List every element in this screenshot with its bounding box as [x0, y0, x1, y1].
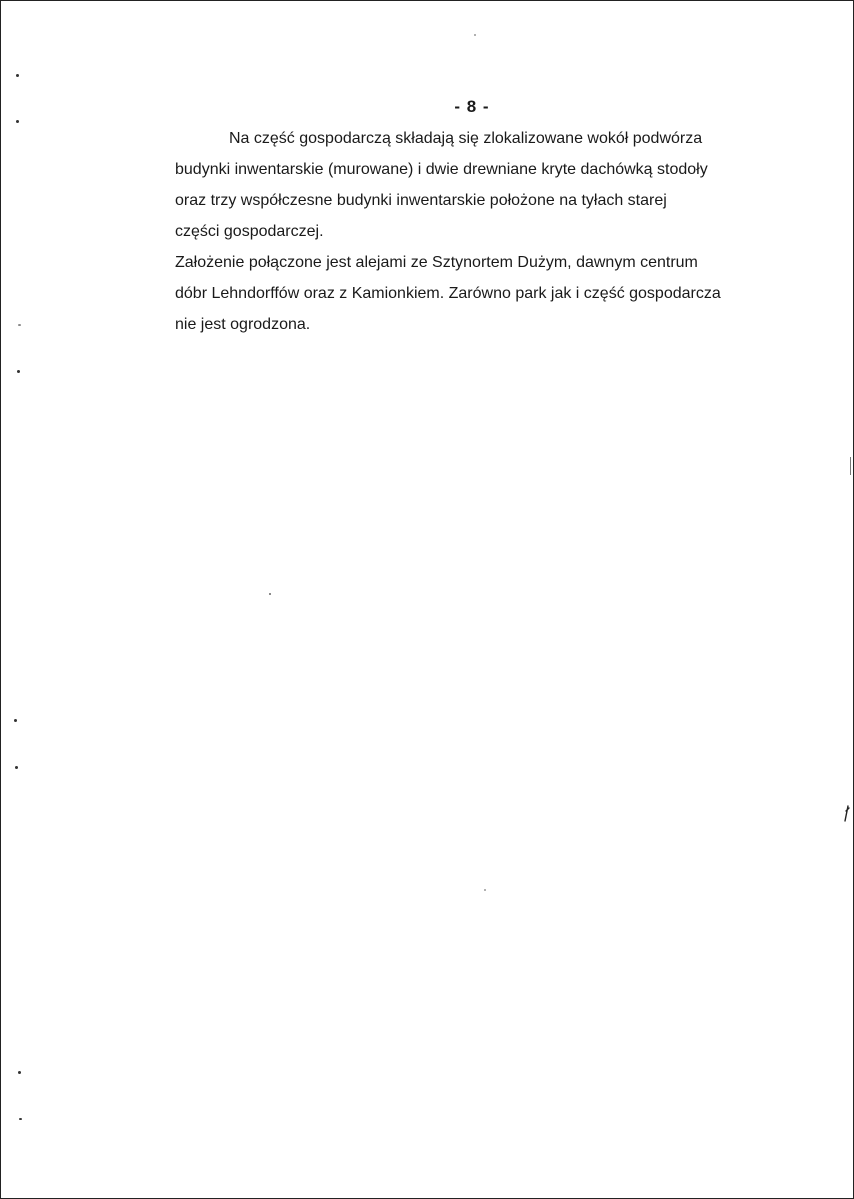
- paragraph-1-line-4: części gospodarczej.: [175, 223, 324, 240]
- scan-speck: [18, 1071, 21, 1074]
- scan-speck: [16, 120, 19, 123]
- scan-speck: [15, 766, 18, 769]
- scan-speck: [17, 370, 20, 373]
- pen-mark: [843, 805, 851, 823]
- scan-speck: [16, 74, 19, 77]
- paragraph-1-line-1: Na część gospodarczą składają się zlokalizowane wokół podwórza: [229, 130, 703, 147]
- paragraph-2-line-3: nie jest ogrodzona.: [175, 316, 311, 333]
- scan-speck: [19, 1118, 22, 1120]
- paragraph-1-line-2: budynki inwentarskie (murowane) i dwie drewniane kryte dachówką stodoły: [175, 161, 708, 178]
- page-number: - 8 -: [454, 97, 490, 116]
- scan-speck: [484, 889, 486, 891]
- paragraph-2-line-2: dóbr Lehndorffów oraz z Kamionkiem. Zarówno park jak i część gospodarcza: [175, 285, 721, 302]
- scan-edge-mark: [850, 457, 851, 475]
- scan-speck: [14, 719, 17, 722]
- paragraph-2-line-1: Założenie połączone jest alejami ze Sztynortem Dużym, dawnym centrum: [175, 254, 698, 271]
- scan-speck: [474, 34, 476, 36]
- scan-speck: [269, 593, 271, 595]
- paragraph-1-line-3: oraz trzy współczesne budynki inwentarskie położone na tyłach starej: [175, 192, 667, 209]
- scan-speck: [18, 324, 21, 326]
